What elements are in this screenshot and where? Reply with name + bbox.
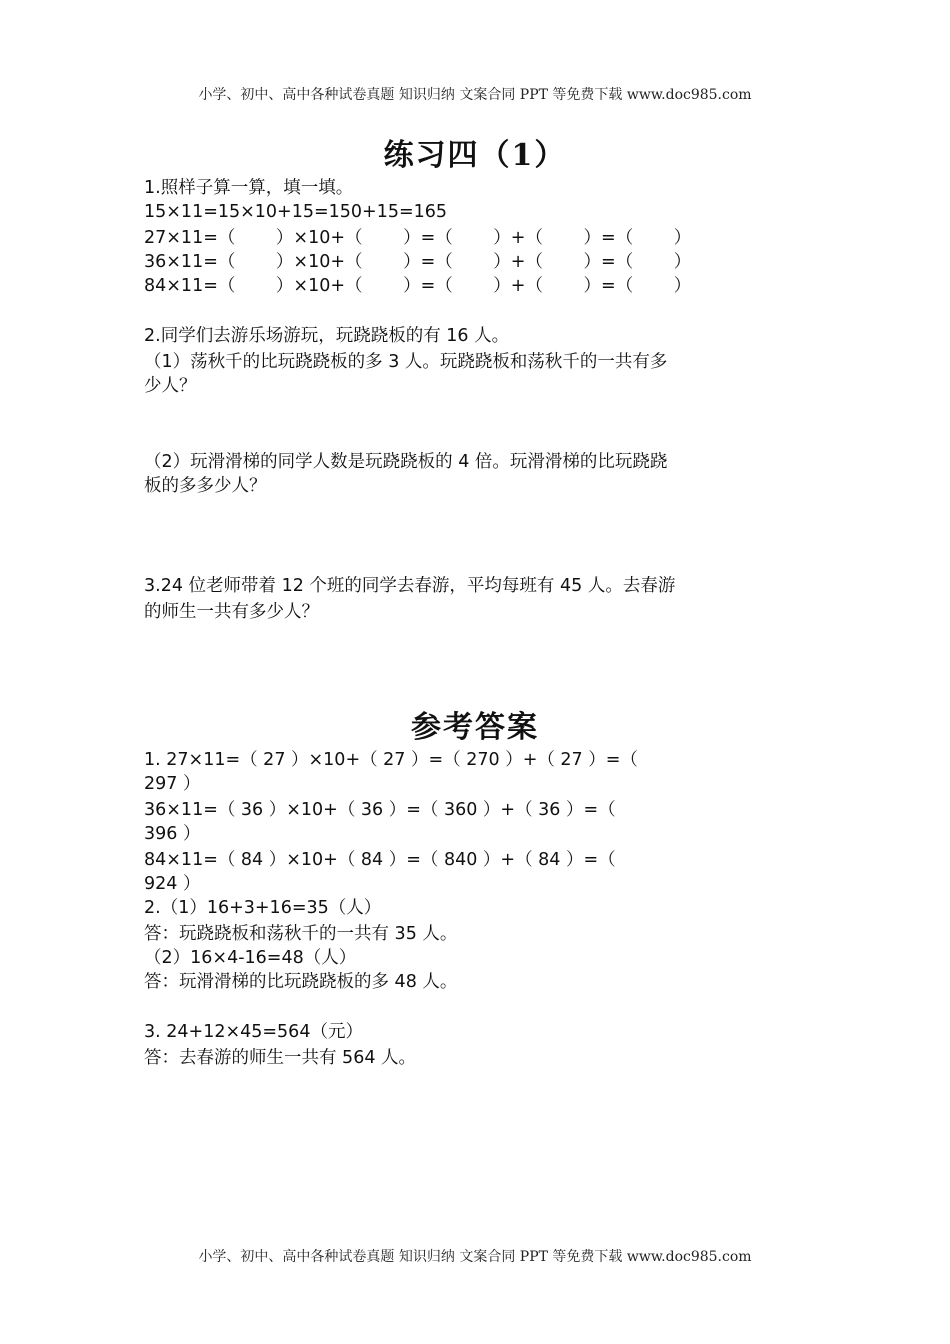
a3-line1: 3. 24+12×45=564（元） xyxy=(144,1022,363,1042)
q2-part2-line1: （2）玩滑滑梯的同学人数是玩跷跷板的 4 倍。玩滑滑梯的比玩跷跷 xyxy=(144,452,668,472)
q2-prompt: 2.同学们去游乐场游玩，玩跷跷板的有 16 人。 xyxy=(144,326,510,346)
q1-row: 36×11=（ ）×10+（ ）=（ ）+（ ）=（ ） xyxy=(144,252,692,272)
q2-part2-line2: 板的多多少人？ xyxy=(144,476,267,496)
q2-part1-line1: （1）荡秋千的比玩跷跷板的多 3 人。玩跷跷板和荡秋千的一共有多 xyxy=(144,352,668,372)
a2-line4: 答：玩滑滑梯的比玩跷跷板的多 48 人。 xyxy=(144,972,458,992)
a1-row1-line2: 297 ） xyxy=(144,774,201,794)
q1-row: 84×11=（ ）×10+（ ）=（ ）+（ ）=（ ） xyxy=(144,276,692,296)
exercise-title: 练习四（1） xyxy=(383,138,567,173)
a2-line2: 答：玩跷跷板和荡秋千的一共有 35 人。 xyxy=(144,924,458,944)
a2-line1: 2.（1）16+3+16=35（人） xyxy=(144,898,382,918)
a1-row1-line1: 1. 27×11=（ 27 ）×10+（ 27 ）=（ 270 ）+（ 27 ）=（ xyxy=(144,750,638,770)
a1-row3-line2: 924 ） xyxy=(144,874,201,894)
a1-row2-line1: 36×11=（ 36 ）×10+（ 36 ）=（ 360 ）+（ 36 ）=（ xyxy=(144,800,616,820)
q3-line2: 的师生一共有多少人？ xyxy=(144,602,319,622)
a2-line3: （2）16×4-16=48（人） xyxy=(144,948,357,968)
q1-example: 15×11=15×10+15=150+15=165 xyxy=(144,202,448,222)
a1-row3-line1: 84×11=（ 84 ）×10+（ 84 ）=（ 840 ）+（ 84 ）=（ xyxy=(144,850,616,870)
page-footer: 小学、初中、高中各种试卷真题 知识归纳 文案合同 PPT 等免费下载 www.doc985.com xyxy=(198,1249,752,1265)
page-header: 小学、初中、高中各种试卷真题 知识归纳 文案合同 PPT 等免费下载 www.doc985.com xyxy=(198,87,752,103)
q1-prompt: 1.照样子算一算，填一填。 xyxy=(144,178,354,198)
a3-line2: 答：去春游的师生一共有 564 人。 xyxy=(144,1048,417,1068)
answers-title: 参考答案 xyxy=(411,710,539,745)
q1-row: 27×11=（ ）×10+（ ）=（ ）+（ ）=（ ） xyxy=(144,228,692,248)
q2-part1-line2: 少人？ xyxy=(144,376,197,396)
q3-line1: 3.24 位老师带着 12 个班的同学去春游，平均每班有 45 人。去春游 xyxy=(144,576,676,596)
a1-row2-line2: 396 ） xyxy=(144,824,201,844)
